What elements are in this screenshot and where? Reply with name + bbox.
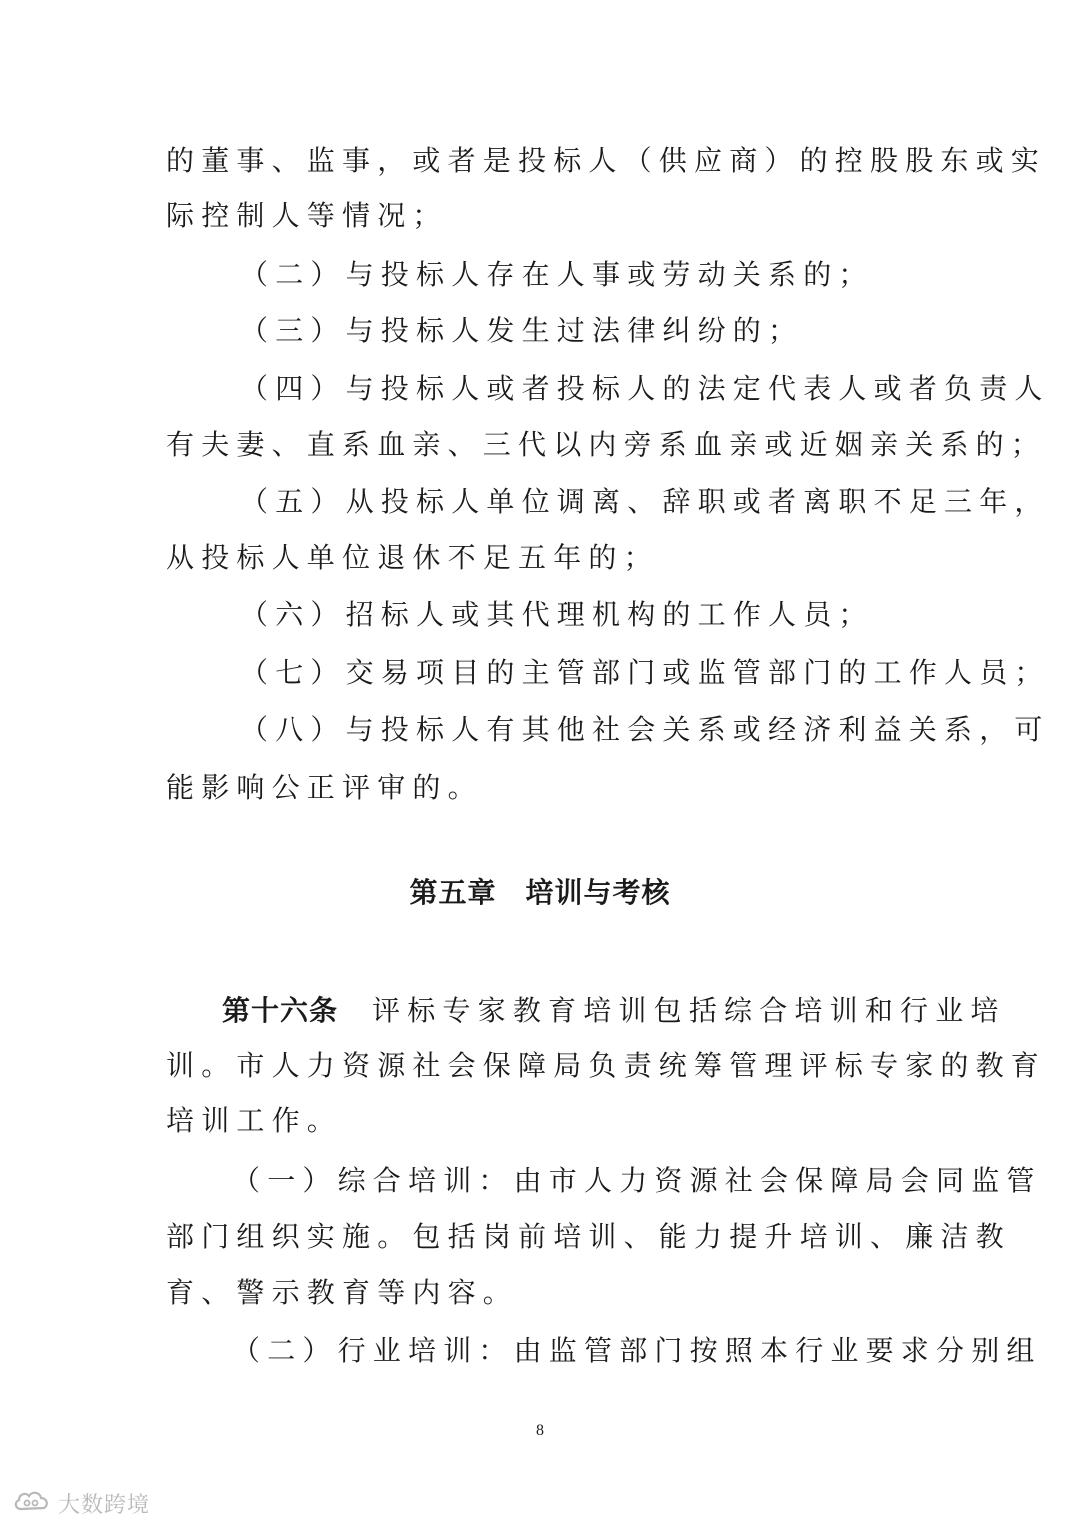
text-line: 际控制人等情况； — [166, 199, 448, 232]
text-line: 训。市人力资源社会保障局负责统筹管理评标专家的教育 — [166, 1049, 1047, 1082]
text-line: 能影响公正评审的。 — [166, 771, 483, 804]
list-item: （六）招标人或其代理机构的工作人员； — [240, 598, 874, 631]
list-item: （七）交易项目的主管部门或监管部门的工作人员； — [240, 656, 1050, 689]
list-item: （二）与投标人存在人事或劳动关系的； — [240, 258, 874, 291]
list-item: （四）与投标人或者投标人的法定代表人或者负责人 — [240, 372, 1050, 405]
list-item: （八）与投标人有其他社会关系或经济利益关系，可 — [240, 713, 1050, 746]
text-line: 有夫妻、直系血亲、三代以内旁系血亲或近姻亲关系的； — [166, 428, 1047, 461]
list-item: （二）行业培训：由监管部门按照本行业要求分别组 — [232, 1334, 1042, 1367]
text-line: 部门组织实施。包括岗前培训、能力提升培训、廉洁教 — [166, 1220, 1011, 1253]
list-item: （三）与投标人发生过法律纠纷的； — [240, 314, 804, 347]
article-first-line — [222, 991, 1006, 1031]
watermark-text: 大数跨境 — [58, 1492, 151, 1518]
list-item: （一）综合培训：由市人力资源社会保障局会同监管 — [232, 1164, 1042, 1197]
text-line: 从投标人单位退休不足五年的； — [166, 541, 659, 574]
article-label: 第十六条 — [222, 994, 339, 1027]
page-number: 8 — [536, 1422, 544, 1439]
article-text: 评标专家教育培训包括综合培训和行业培 — [372, 994, 1006, 1027]
list-item: （五）从投标人单位调离、辞职或者离职不足三年， — [240, 485, 1050, 518]
chapter-heading: 第五章 培训与考核 — [409, 876, 671, 909]
cloud-logo-icon — [12, 1488, 52, 1518]
text-line: 培训工作。 — [166, 1104, 343, 1137]
text-line: 的董事、监事，或者是投标人（供应商）的控股股东或实 — [166, 144, 1047, 177]
watermark — [12, 1488, 150, 1518]
text-line: 育、警示教育等内容。 — [166, 1276, 519, 1309]
